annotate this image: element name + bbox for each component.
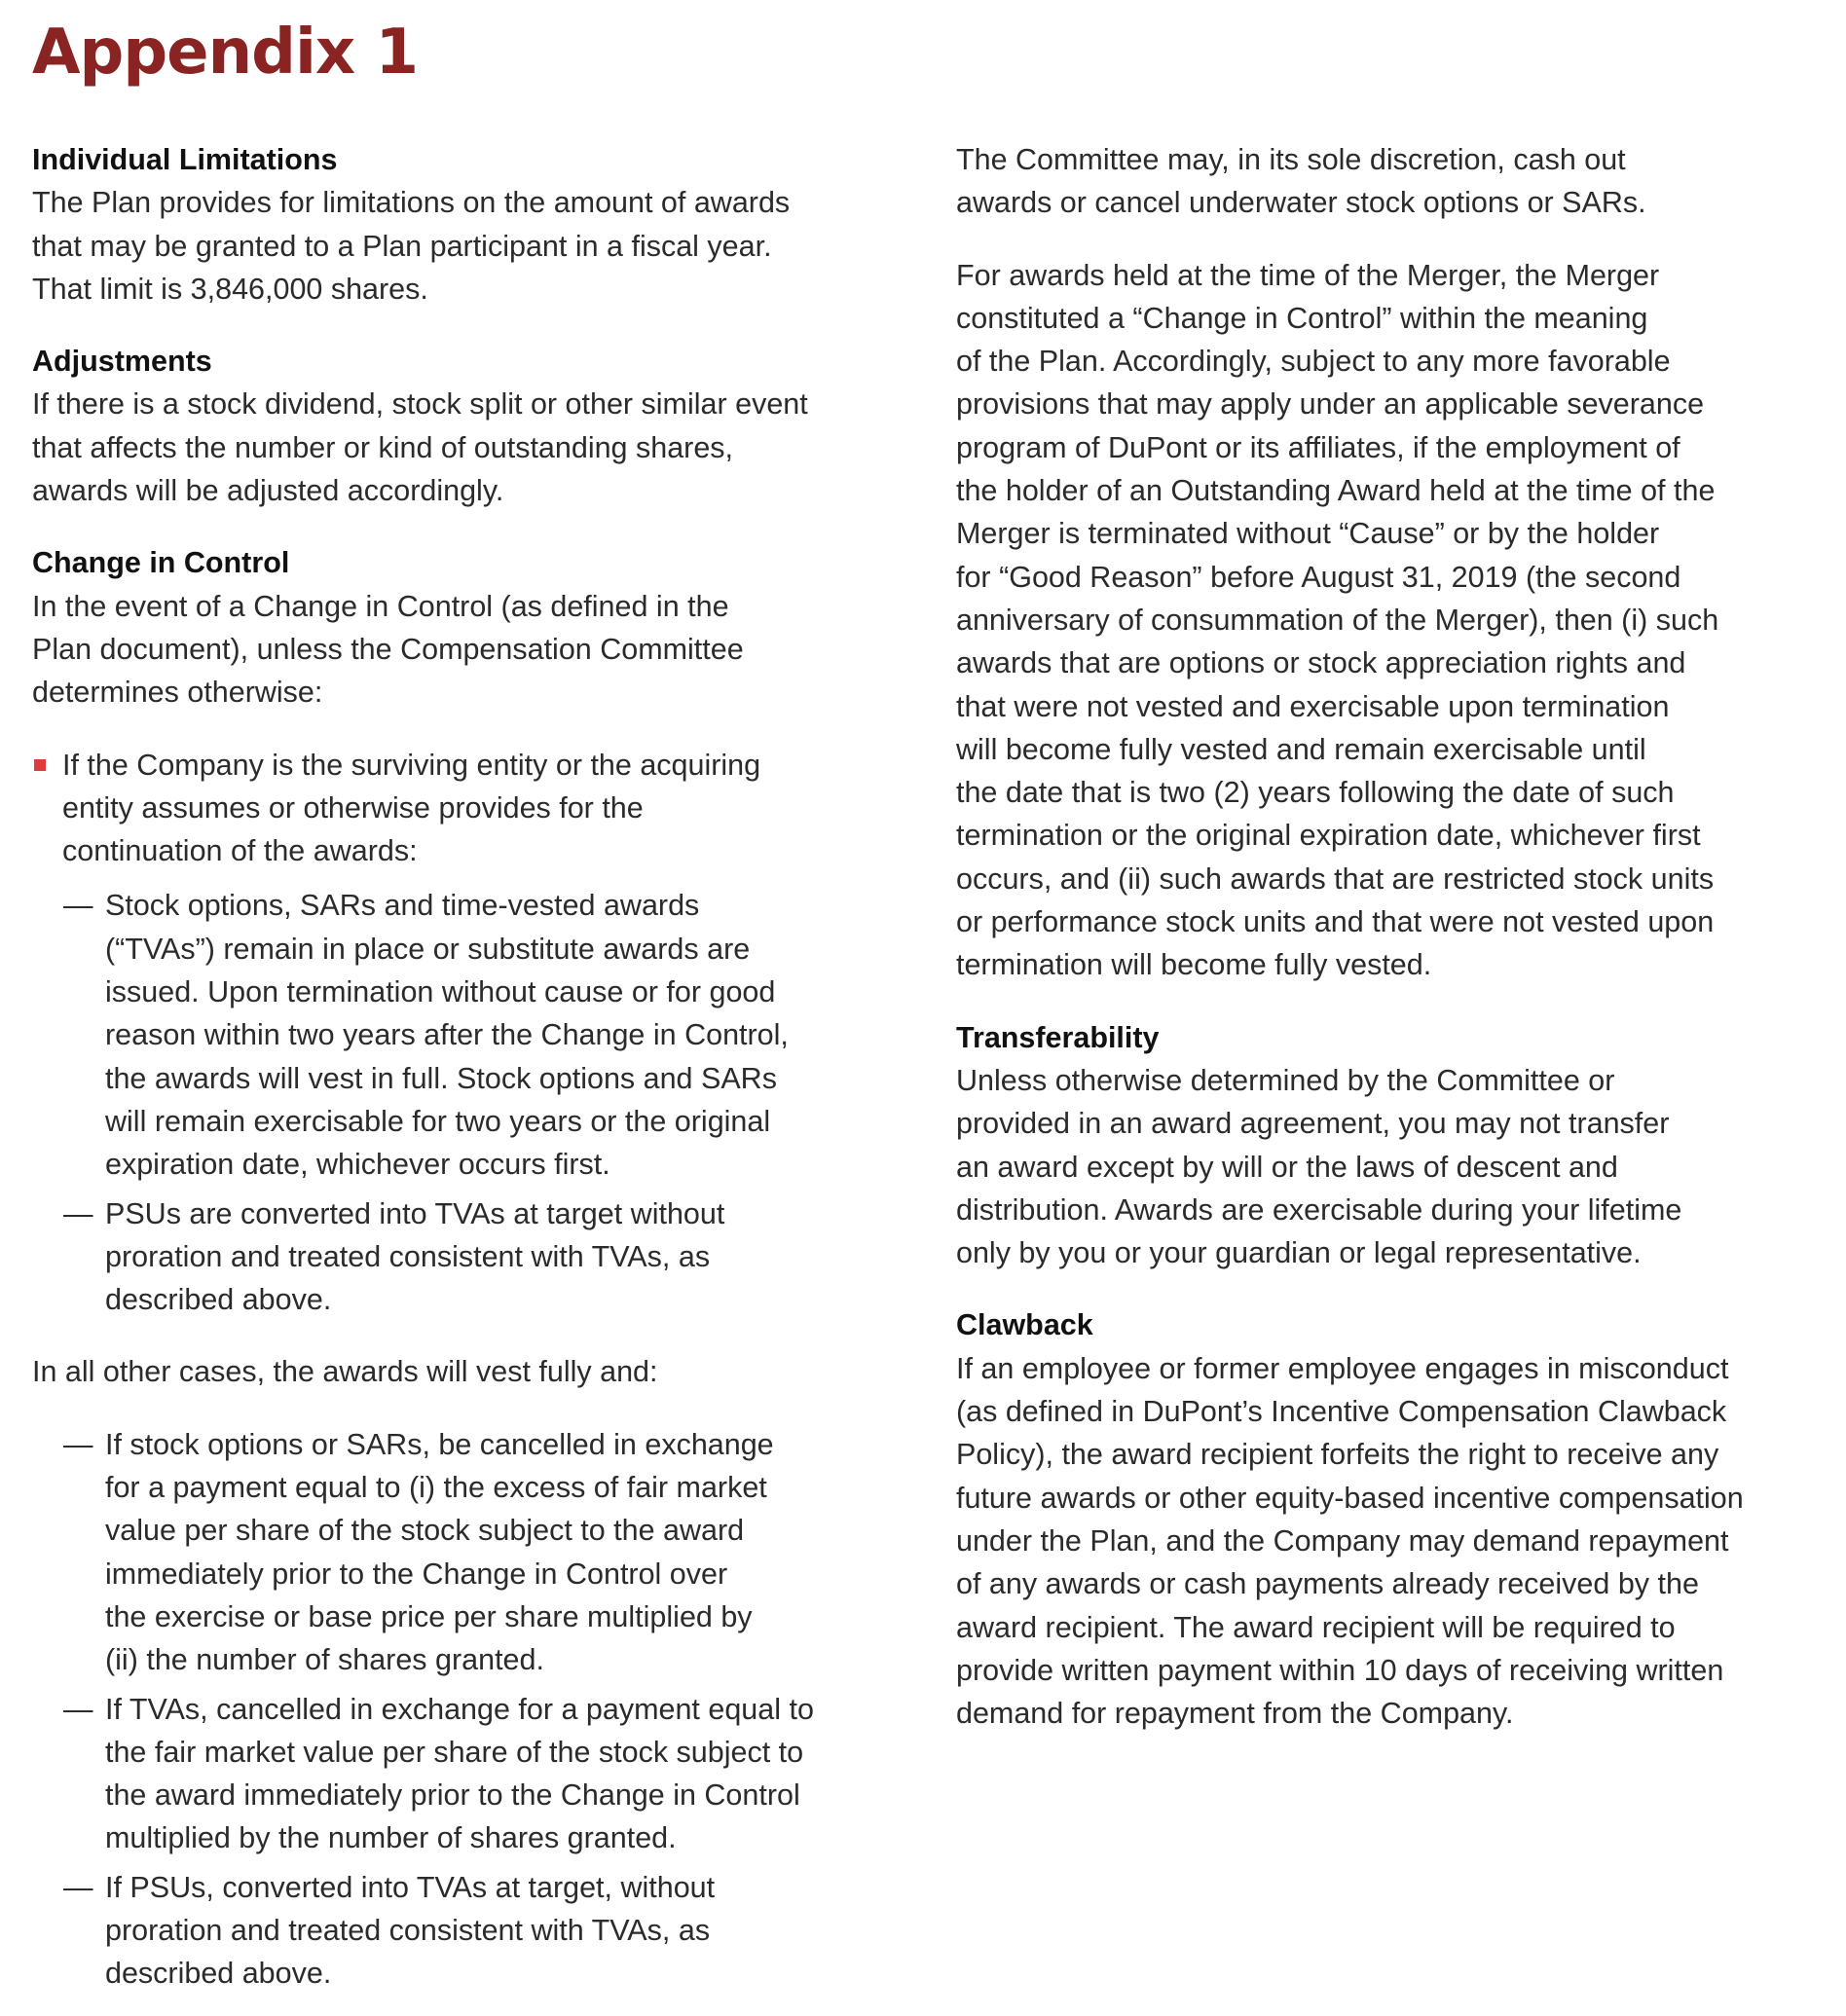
text-line: the exercise or base price per share multiplied by [105, 1599, 753, 1633]
text-line: Merger is terminated without “Cause” or by the holder [956, 517, 1660, 551]
text-line: proration and treated consistent with TVAs, as [105, 1913, 711, 1947]
text-line: The Plan provides for limitations on the amount of awards [32, 186, 791, 220]
text-line: issued. Upon termination without cause or for good [105, 975, 776, 1009]
text-line: termination or the original expiration date, whichever first [956, 819, 1701, 853]
dash-item [32, 1423, 908, 1682]
text-line: program of DuPont or its affiliates, if the employment of [956, 430, 1680, 464]
text-line: demand for repayment from the Company. [956, 1697, 1514, 1731]
text-line: continuation of the awards: [62, 834, 418, 868]
text-line: that affects the number or kind of outstanding shares, [32, 430, 734, 464]
text-line: The Committee may, in its sole discretion, cash out [956, 143, 1626, 176]
text-line: Plan document), unless the Compensation Committee [32, 632, 744, 666]
text-line: If stock options or SARs, be cancelled in exchange [105, 1427, 774, 1461]
text-line: (“TVAs”) remain in place or substitute awards are [105, 932, 751, 966]
text-line: For awards held at the time of the Merger, the Merger [956, 258, 1660, 292]
text-line: the fair market value per share of the stock subject to [105, 1735, 804, 1769]
section-heading: Transferability [956, 1020, 1160, 1054]
section-heading: Clawback [956, 1308, 1093, 1342]
merger-paragraph [956, 254, 1823, 987]
text-line: of any awards or cash payments already received by the [956, 1567, 1699, 1601]
text-line: only by you or your guardian or legal representative. [956, 1236, 1642, 1270]
text-line: described above. [105, 1957, 332, 1991]
left-column [32, 138, 908, 1996]
text-line: expiration date, whichever occurs first. [105, 1148, 610, 1182]
text-line: If the Company is the surviving entity or the acquiring [62, 748, 761, 782]
section-heading: Individual Limitations [32, 143, 338, 176]
dash-icon: — [63, 1870, 93, 1904]
text-line: multiplied by the number of shares granted. [105, 1821, 677, 1855]
dash-item [32, 884, 908, 1186]
bullet-square-icon [34, 759, 46, 771]
page-title: Appendix 1 [32, 17, 418, 89]
section-change-in-control [32, 541, 908, 1995]
text-line: provided in an award agreement, you may not transfer [956, 1107, 1670, 1141]
dash-icon: — [63, 889, 93, 923]
section-heading: Change in Control [32, 546, 290, 580]
text-line: Stock options, SARs and time-vested awards [105, 889, 700, 923]
text-line: or performance stock units and that were not vested upon [956, 905, 1715, 939]
text-line: anniversary of consummation of the Merger), then (i) such [956, 603, 1719, 637]
text-line: provide written payment within 10 days of receiving written [956, 1653, 1724, 1687]
text-line: an award except by will or the laws of descent and [956, 1150, 1618, 1184]
text-line: (as defined in DuPont’s Incentive Compensation Clawback [956, 1395, 1727, 1429]
text-line: under the Plan, and the Company may demand repayment [956, 1523, 1729, 1558]
text-line: that may be granted to a Plan participant in a fiscal year. [32, 229, 772, 263]
text-line: will become fully vested and remain exercisable until [956, 732, 1646, 766]
text-line: awards that are options or stock appreciation rights and [956, 646, 1686, 680]
text-line: constituted a “Change in Control” within the meaning [956, 301, 1648, 335]
text-line: PSUs are converted into TVAs at target without [105, 1196, 725, 1230]
text-line: Policy), the award recipient forfeits the right to receive any [956, 1438, 1719, 1472]
text-line: (ii) the number of shares granted. [105, 1643, 544, 1677]
text-line: termination will become fully vested. [956, 948, 1432, 982]
text-line: If TVAs, cancelled in exchange for a payment equal to [105, 1692, 814, 1726]
text-line: If an employee or former employee engages in misconduct [956, 1351, 1729, 1385]
dash-icon: — [63, 1427, 93, 1461]
text-line: provisions that may apply under an applicable severance [956, 387, 1705, 422]
text-line: for “Good Reason” before August 31, 2019 (the second [956, 560, 1681, 594]
section-individual-limitations [32, 138, 908, 311]
bullet-item [32, 744, 908, 873]
dash-item [32, 1688, 908, 1860]
text-line: proration and treated consistent with TVAs, as [105, 1239, 711, 1273]
dash-item [32, 1192, 908, 1322]
text-line: described above. [105, 1283, 332, 1317]
right-column [956, 138, 1823, 1735]
dash-item [32, 1866, 908, 1996]
text-line: If PSUs, converted into TVAs at target, without [105, 1870, 716, 1904]
text-line: the holder of an Outstanding Award held at the time of the [956, 474, 1716, 508]
text-line: awards will be adjusted accordingly. [32, 474, 504, 508]
text-line: entity assumes or otherwise provides for the [62, 790, 644, 825]
text-line: will remain exercisable for two years or the original [105, 1104, 771, 1138]
section-clawback [956, 1303, 1823, 1735]
text-line: future awards or other equity-based incentive compensation [956, 1481, 1744, 1515]
text-line: awards or cancel underwater stock options or SARs. [956, 186, 1646, 220]
text-line: value per share of the stock subject to the award [105, 1514, 745, 1548]
text-line: If there is a stock dividend, stock split or other similar event [32, 387, 808, 422]
section-adjustments [32, 340, 908, 512]
text-line: occurs, and (ii) such awards that are restricted stock units [956, 861, 1715, 896]
dash-icon: — [63, 1196, 93, 1230]
text-line: of the Plan. Accordingly, subject to any more favorable [956, 345, 1671, 379]
text-line: In the event of a Change in Control (as defined in the [32, 589, 729, 623]
section-heading: Adjustments [32, 345, 212, 379]
section-transferability [956, 1016, 1823, 1275]
text-line: That limit is 3,846,000 shares. [32, 272, 428, 306]
committee-paragraph [956, 138, 1823, 225]
text-line: that were not vested and exercisable upon termination [956, 689, 1670, 723]
text-line: the date that is two (2) years following the date of such [956, 776, 1675, 810]
text-line: for a payment equal to (i) the excess of fair market [105, 1471, 767, 1505]
text-line: reason within two years after the Change in Control, [105, 1018, 789, 1052]
text-line: distribution. Awards are exercisable during your lifetime [956, 1192, 1682, 1227]
text-line: the awards will vest in full. Stock options and SARs [105, 1061, 777, 1095]
dash-icon: — [63, 1692, 93, 1726]
text-line: immediately prior to the Change in Control over [105, 1557, 728, 1591]
text-line: award recipient. The award recipient will be required to [956, 1610, 1676, 1644]
text-line: the award immediately prior to the Change in Control [105, 1778, 800, 1813]
other-cases-text: In all other cases, the awards will vest fully and: [32, 1355, 658, 1389]
text-line: Unless otherwise determined by the Committee or [956, 1063, 1615, 1097]
text-line: determines otherwise: [32, 676, 323, 710]
